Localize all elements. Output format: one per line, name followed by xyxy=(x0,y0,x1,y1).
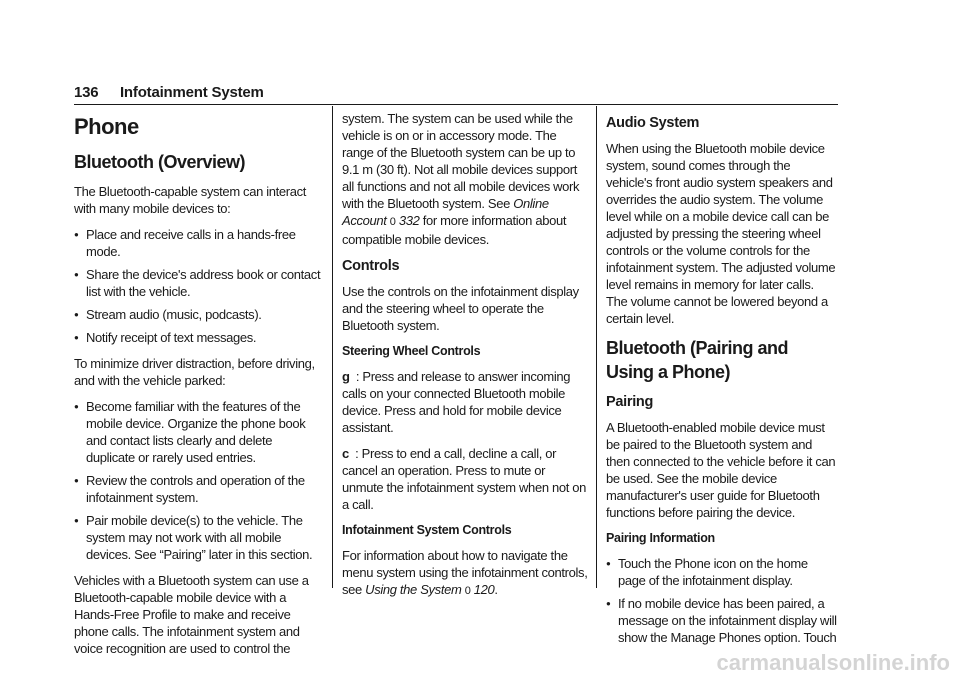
column-1 xyxy=(74,110,322,666)
list-item: ● Pair mobile device(s) to the vehicle. The system may not work with all mobile devices. See “Pairing” later in this section. xyxy=(74,512,322,563)
answer-call-icon: g xyxy=(342,369,350,384)
column-3 xyxy=(606,110,838,655)
feature-list xyxy=(74,226,322,346)
paragraph: When using the Bluetooth mobile device system, sound comes through the vehicle's front audio system speakers and overrides the audio system. The volume level while on a mobile device call can be adjusted by pressing the steering wheel controls or the volume controls for the infotainment system. The adjusted volume level remains in memory for later calls. The volume cannot be lowered beyond a certain level. xyxy=(606,141,836,326)
infotainment-controls-heading: Infotainment System Controls xyxy=(342,523,512,537)
phone-heading: Phone xyxy=(74,114,139,139)
paragraph: A Bluetooth-enabled mobile device must be paired to the Bluetooth system and then connected to the vehicle before it can be used. See the mobile device manufacturer's user guide for Bluetooth functions before pairing the device. xyxy=(606,420,836,520)
section-title: Infotainment System xyxy=(119,84,264,101)
bluetooth-pairing-heading: Bluetooth (Pairing and Using a Phone) xyxy=(606,338,788,382)
page-ref[interactable]: 120 xyxy=(473,582,495,597)
pairing-steps-list xyxy=(606,555,838,646)
list-item: ● Notify receipt of text messages. xyxy=(74,329,322,346)
page-ref-arrow-icon: 0 xyxy=(464,585,471,597)
column-divider-1 xyxy=(332,106,333,588)
answer-call-description: g : Press and release to answer incoming calls on your connected Bluetooth mobile device. Press and hold for mobile device assistant. xyxy=(342,369,571,435)
column-2 xyxy=(342,110,588,609)
page-number: 136 xyxy=(74,84,99,101)
bluetooth-overview-heading: Bluetooth (Overview) xyxy=(74,152,246,172)
page-ref[interactable]: 332 xyxy=(398,213,420,228)
online-account-link[interactable]: Online Account xyxy=(342,196,549,228)
paragraph: system. The system can be used while the vehicle is on or in accessory mode. The range of the Bluetooth system can be up to 9.1 m (30 ft). Not all mobile devices support all functions and not all mobile devices work with the Bluetooth system. See Online Account 0 332 for more information about compatible mobile devices. xyxy=(342,111,580,247)
paragraph: For information about how to navigate the menu system using the infotainment controls, see Using the System 0 120. xyxy=(342,548,588,597)
list-item: ● Touch the Phone icon on the home page of the infotainment display. xyxy=(606,555,838,589)
paragraph: Vehicles with a Bluetooth system can use a Bluetooth-capable mobile device with a Hands-Free Profile to make and receive phone calls. The infotainment system and voice recognition are used to control the xyxy=(74,573,309,656)
paragraph: Use the controls on the infotainment display and the steering wheel to operate the Bluetooth system. xyxy=(342,284,579,333)
end-call-icon: c xyxy=(342,446,349,461)
header-rule xyxy=(74,104,838,105)
watermark: carmanualsonline.info xyxy=(716,650,950,675)
page-ref-arrow-icon: 0 xyxy=(389,216,396,228)
list-item: ● Become familiar with the features of the mobile device. Organize the phone book and contact lists clearly and delete duplicate or rarely used entries. xyxy=(74,398,322,466)
controls-heading: Controls xyxy=(342,258,400,274)
list-item: ● If no mobile device has been paired, a message on the infotainment display will show the Manage Phones option. Touch xyxy=(606,595,838,646)
list-item: ● Place and receive calls in a hands-free mode. xyxy=(74,226,322,260)
steering-wheel-controls-heading: Steering Wheel Controls xyxy=(342,344,481,358)
column-divider-2 xyxy=(596,106,597,588)
list-item: ● Review the controls and operation of the infotainment system. xyxy=(74,472,322,506)
end-call-description: c : Press to end a call, decline a call, or cancel an operation. Press to mute or unmute the infotainment system when not on a call. xyxy=(342,446,587,512)
pairing-heading: Pairing xyxy=(606,394,654,410)
paragraph: To minimize driver distraction, before driving, and with the vehicle parked: xyxy=(74,356,315,388)
paragraph: The Bluetooth-capable system can interact with many mobile devices to: xyxy=(74,184,307,216)
audio-system-heading: Audio System xyxy=(606,115,700,131)
list-item: ● Share the device's address book or contact list with the vehicle. xyxy=(74,266,322,300)
running-header xyxy=(74,84,838,104)
pairing-information-heading: Pairing Information xyxy=(606,531,715,545)
using-the-system-link[interactable]: Using the System xyxy=(365,582,462,597)
preparation-list xyxy=(74,398,322,563)
list-item: ● Stream audio (music, podcasts). xyxy=(74,306,322,323)
